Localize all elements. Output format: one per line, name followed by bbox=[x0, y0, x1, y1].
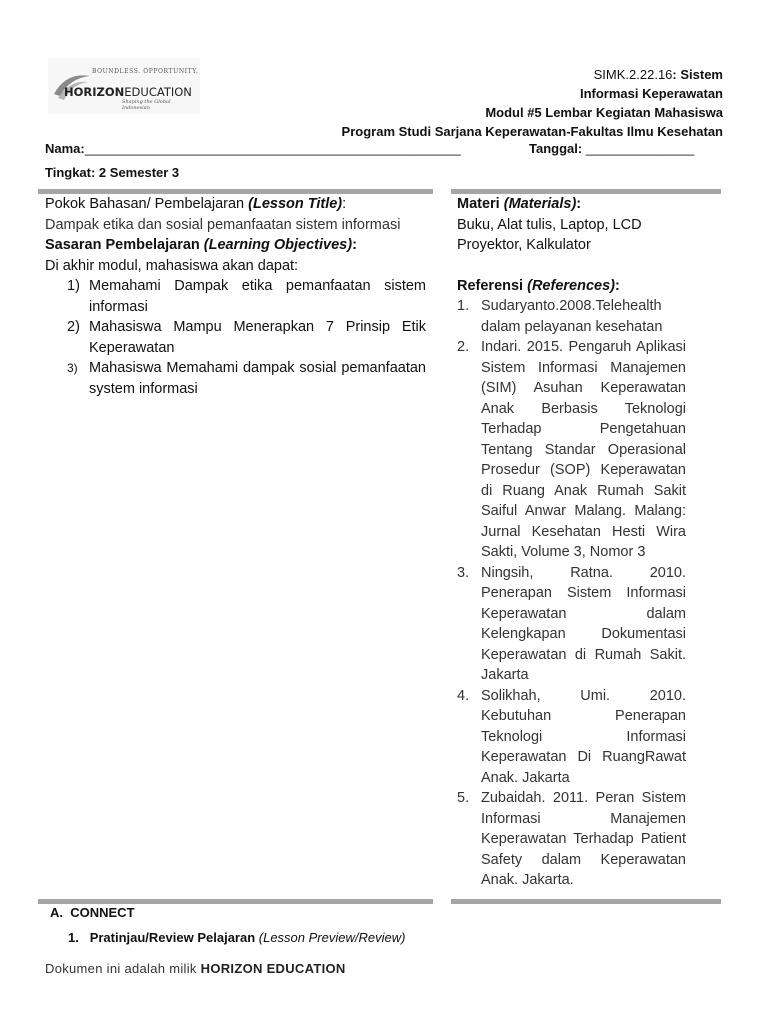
header-line-2: Informasi Keperawatan bbox=[579, 86, 723, 101]
tanggal-field: Tanggal: _______________ bbox=[529, 141, 695, 156]
section-a-heading: A. CONNECT bbox=[50, 905, 135, 920]
objective-item: 1) Memahami Dampak etika pemanfaatan sistem informasi bbox=[67, 278, 426, 315]
lesson-title: Dampak etika dan sosial pemanfaatan sistem informasi bbox=[45, 216, 401, 233]
horizon-education-logo bbox=[48, 58, 200, 114]
logo-name: HORIZONEDUCATION bbox=[64, 85, 192, 99]
reference-item: 3. Ningsih, Ratna. 2010. Penerapan Sistem Informasi Keperawatan dalam Kelengkapan Dokumentasi Keperawatan di Rumah Sakit. Jakarta bbox=[457, 564, 686, 683]
lesson-preview-item: 1. Pratinjau/Review Pelajaran (Lesson Preview/Review) bbox=[68, 930, 406, 945]
objectives-heading: Sasaran Pembelajaran (Learning Objectives): bbox=[45, 237, 357, 253]
logo-tagline: BOUNDLESS. OPPORTUNITY. bbox=[92, 68, 199, 75]
reference-item: 4. Solikhah, Umi. 2010. Kebutuhan Penerapan Teknologi Informasi Keperawatan Di RuangRawat Anak. Jakarta bbox=[457, 687, 686, 786]
materials-text: Buku, Alat tulis, Laptop, LCD Proyektor, Kalkulator bbox=[457, 216, 642, 253]
objectives-intro: Di akhir modul, mahasiswa akan dapat: bbox=[45, 257, 299, 274]
objectives-list bbox=[45, 276, 426, 399]
reference-item: 5. Zubaidah. 2011. Peran Sistem Informasi Manajemen Keperawatan Terhadap Patient Safety dalam Keperawatan Anak. Jakarta. bbox=[457, 790, 686, 888]
header-line-4: Program Studi Sarjana Keperawatan-Fakultas Ilmu Kesehatan bbox=[341, 124, 723, 139]
left-bottom-divider bbox=[38, 899, 433, 904]
lesson-title-heading: Pokok Bahasan/ Pembelajaran (Lesson Title): bbox=[45, 196, 347, 212]
references-list bbox=[457, 296, 686, 891]
objective-item: 2) Mahasiswa Mampu Menerapkan 7 Prinsip Etik Keperawatan bbox=[67, 319, 426, 356]
document-header bbox=[342, 65, 723, 141]
references-heading: Referensi (References): bbox=[457, 277, 620, 294]
nama-field: Nama:____________________________________________________ bbox=[45, 141, 461, 156]
right-bottom-divider bbox=[451, 899, 721, 904]
logo-subtitle: Shaping the Global Indonesian bbox=[122, 99, 171, 111]
footer-ownership: Dokumen ini adalah milik HORIZON EDUCATION bbox=[45, 961, 346, 976]
left-column bbox=[45, 194, 426, 399]
objective-item: 3) Mahasiswa Memahami dampak sosial pemanfaatan system informasi bbox=[67, 360, 426, 397]
right-column bbox=[457, 194, 686, 891]
document-code-line: SIMK.2.22.16: Sistem bbox=[593, 67, 723, 82]
tingkat-label: Tingkat: 2 Semester 3 bbox=[45, 165, 180, 180]
materials-heading: Materi (Materials): bbox=[457, 196, 582, 212]
reference-item: 2. Indari. 2015. Pengaruh Aplikasi Sistem Informasi Manajemen (SIM) Asuhan Keperawatan Anak Berbasis Teknologi Terhadap Pengetahuan Tentang Standar Operasional Prosedur (SOP) Keperawatan di Ruang Anak Rumah Sakit Saiful Anwar Malang. Malang: Jurnal Kesehatan Hesti Wira Sakti, Volume 3, Nomor 3 bbox=[457, 339, 686, 560]
reference-item: 1. Sudaryanto.2008.Telehealth dalam pelayanan kesehatan bbox=[457, 298, 663, 335]
header-line-3: Modul #5 Lembar Kegiatan Mahasiswa bbox=[485, 105, 723, 120]
